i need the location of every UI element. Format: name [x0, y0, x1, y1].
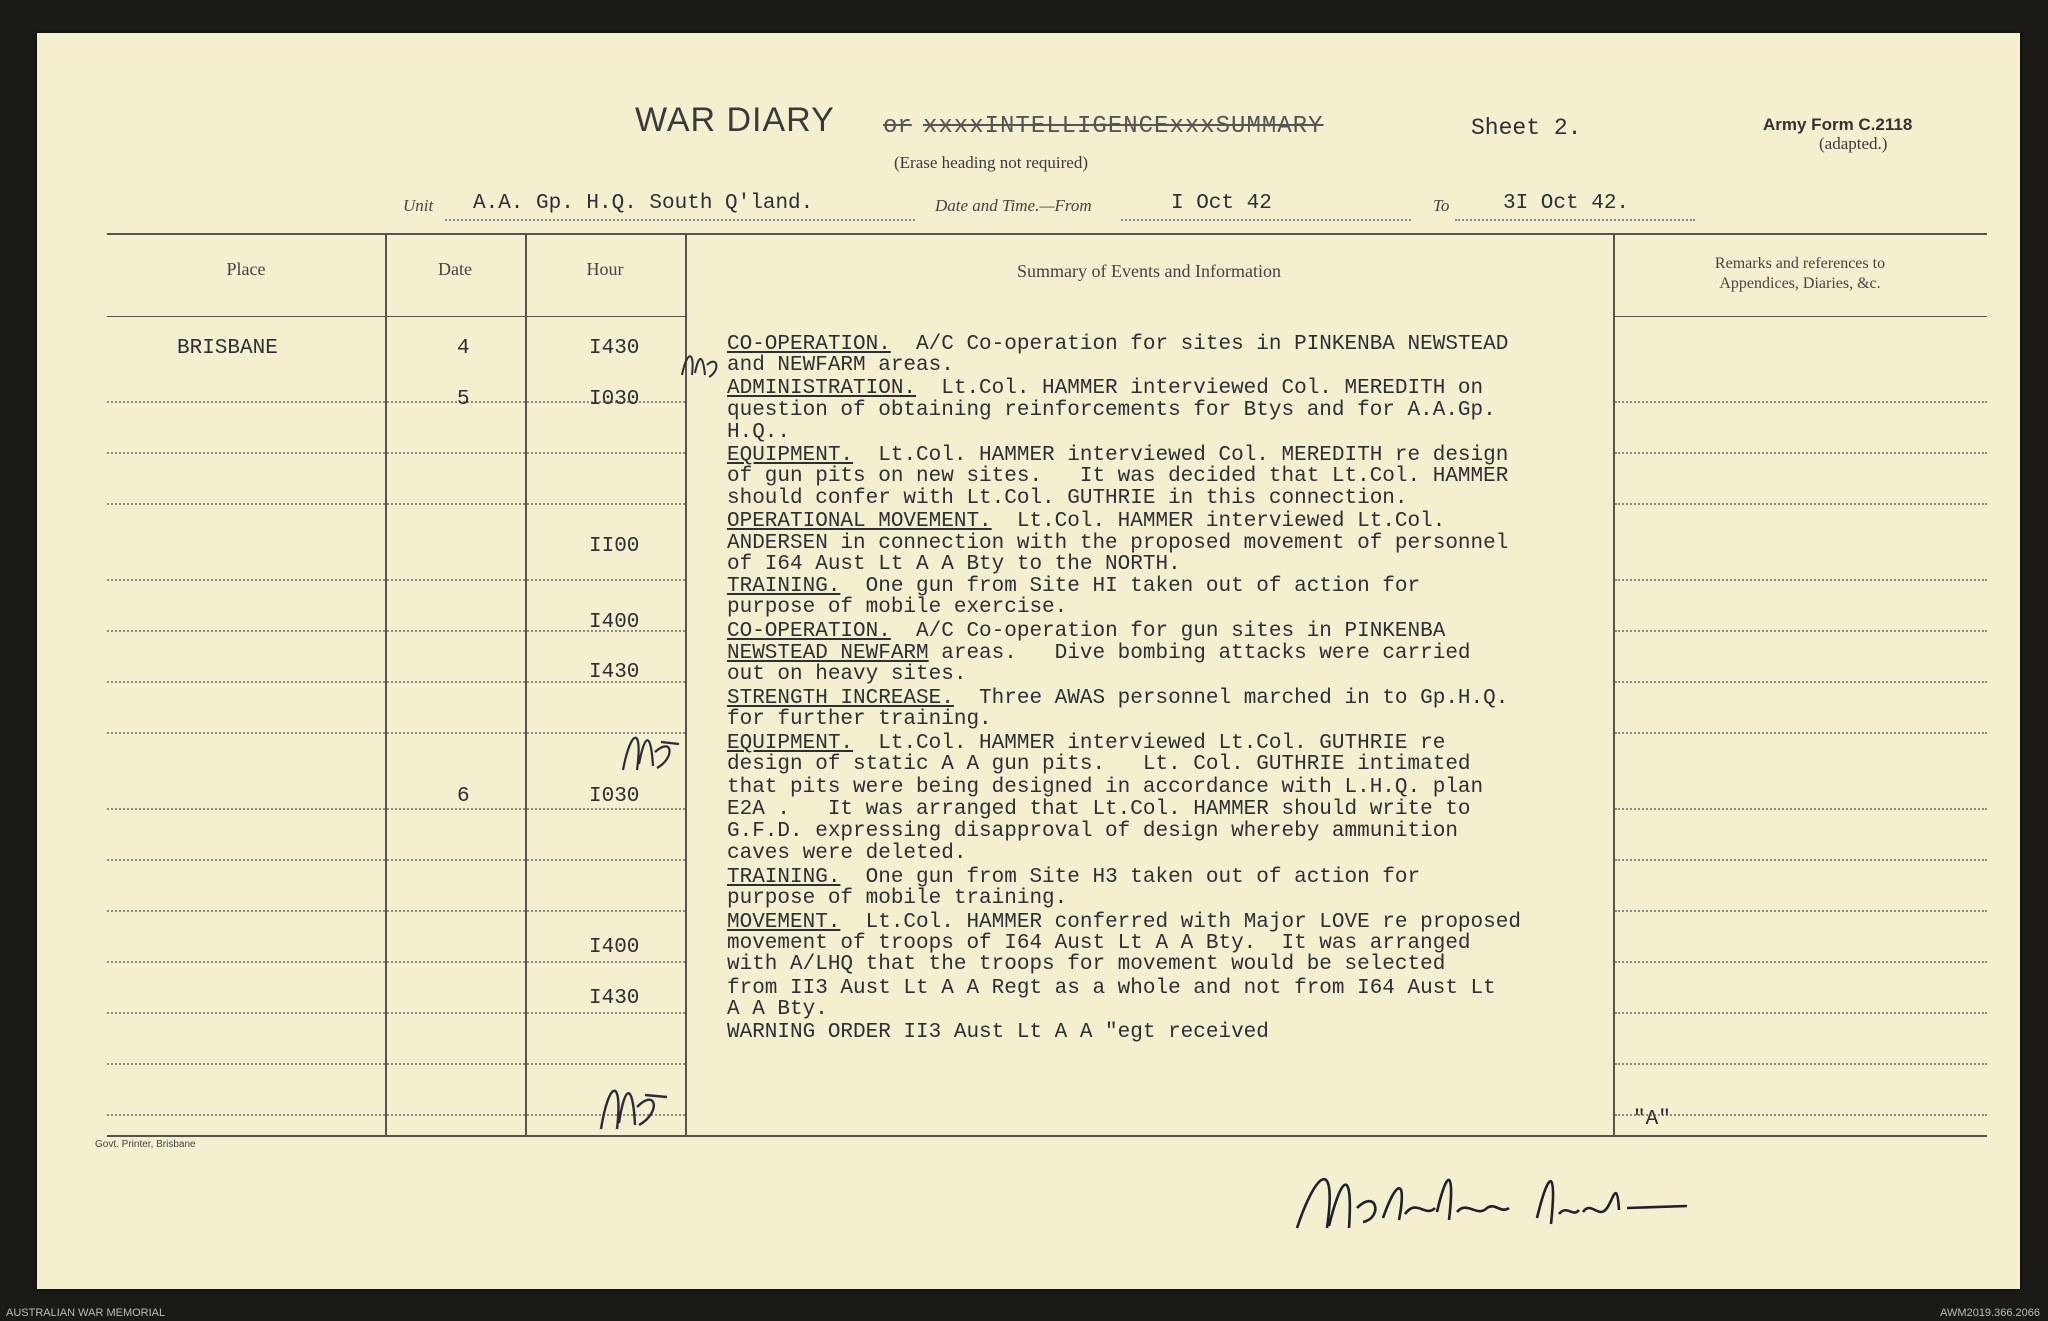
row-ruling [387, 503, 525, 505]
summary-text: out on heavy sites. [727, 663, 967, 686]
column-divider [525, 233, 527, 1135]
column-header-place: Place [226, 259, 266, 279]
row-ruling [1615, 503, 1987, 505]
row-ruling [107, 401, 385, 403]
summary-text: movement of troops of I64 Aust Lt A A Bty. It was arranged [727, 932, 1471, 955]
row-ruling [1615, 681, 1987, 683]
row-ruling [387, 630, 525, 632]
summary-line [727, 887, 1067, 910]
sheet-number: Sheet 2. [1471, 115, 1582, 141]
column-divider [1613, 233, 1615, 1135]
summary-text: E2A . It was arranged that Lt.Col. HAMMER should write to [727, 798, 1471, 821]
row-ruling [387, 859, 525, 861]
remark-appendix-a: "A" [1633, 1108, 1671, 1131]
summary-text: purpose of mobile exercise. [727, 596, 1068, 619]
hour-cell: I030 [589, 388, 640, 411]
summary-heading: CO-OPERATION. [727, 620, 891, 643]
summary-heading: ADMINISTRATION. [727, 377, 917, 400]
archive-caption-right: AWM2019.366.2066 [1940, 1307, 2040, 1319]
row-ruling [527, 859, 685, 861]
column-header-hour: Hour [586, 259, 624, 279]
summary-line [727, 932, 1471, 955]
row-ruling [527, 961, 685, 963]
row-ruling [387, 961, 525, 963]
summary-line [727, 620, 1445, 643]
row-ruling [527, 910, 685, 912]
column-header-remarks: Remarks and references to [1714, 255, 1886, 272]
row-ruling [107, 452, 385, 454]
hour-cell: II00 [589, 535, 640, 558]
summary-text: design of static A A gun pits. Lt. Col. GUTHRIE intimated [727, 753, 1471, 776]
summary-line [727, 753, 1471, 776]
row-ruling [107, 1063, 385, 1065]
summary-text: of gun pits on new sites. It was decided that Lt.Col. HAMMER [727, 465, 1509, 488]
row-ruling [107, 1114, 385, 1116]
header-rule [1613, 316, 1987, 317]
row-ruling [107, 910, 385, 912]
summary-text: Lt.Col. HAMMER interviewed Col. MEREDITH on [916, 377, 1484, 400]
hour-cell: I430 [589, 987, 640, 1010]
row-ruling [387, 1012, 525, 1014]
row-ruling [107, 859, 385, 861]
initials-mark [677, 345, 727, 385]
summary-text: Lt.Col. HAMMER interviewed Lt.Col. [991, 510, 1446, 533]
row-ruling [387, 452, 525, 454]
erase-heading-note: (Erase heading not required) [894, 153, 1088, 172]
summary-text: Lt.Col. HAMMER conferred with Major LOVE re proposed [840, 911, 1521, 934]
summary-text: areas. Dive bombing attacks were carried [928, 642, 1471, 665]
summary-line [727, 553, 1181, 576]
summary-line [727, 820, 1458, 843]
summary-heading: MOVEMENT. [727, 911, 841, 934]
summary-text: ANDERSEN in connection with the proposed movement of personnel [727, 532, 1509, 555]
summary-line [727, 708, 992, 731]
summary-line [727, 998, 828, 1021]
row-ruling [387, 579, 525, 581]
table-bottom-border [107, 1135, 1987, 1137]
summary-text: A/C Co-operation for gun sites in PINKENBA [890, 620, 1446, 643]
summary-text: that pits were being designed in accordance with L.H.Q. plan [727, 776, 1484, 799]
printer-imprint: Govt. Printer, Brisbane [95, 1139, 196, 1150]
summary-text: and NEWFARM areas. [727, 354, 954, 377]
summary-line [727, 977, 1496, 1000]
summary-line [727, 911, 1521, 934]
column-divider [385, 233, 387, 1135]
summary-text: caves were deleted. [727, 842, 967, 865]
row-ruling [387, 681, 525, 683]
struck-intelligence-summary: xxxxINTELLIGENCExxxSUMMARY [923, 113, 1324, 140]
summary-text: One gun from Site HI taken out of action for [840, 575, 1421, 598]
summary-heading: STRENGTH INCREASE. [727, 687, 954, 710]
summary-line [727, 421, 790, 444]
hour-cell: I400 [589, 936, 640, 959]
row-ruling [107, 630, 385, 632]
row-ruling [1615, 808, 1987, 810]
summary-text: H.Q.. [727, 421, 791, 444]
army-form-number: Army Form C.2118 [1763, 115, 1913, 134]
summary-line [727, 444, 1508, 467]
summary-text: for further training. [727, 708, 992, 731]
date-cell: 5 [457, 388, 470, 411]
summary-text: of I64 Aust Lt A A Bty to the NORTH. [727, 553, 1181, 576]
column-header-summary: Summary of Events and Information [1017, 261, 1281, 281]
summary-heading: EQUIPMENT. [727, 732, 854, 755]
date-cell: 4 [457, 337, 470, 360]
row-ruling [1615, 1012, 1987, 1014]
summary-line [727, 798, 1471, 821]
summary-heading: TRAINING. [727, 866, 841, 889]
row-ruling [527, 1063, 685, 1065]
row-ruling [387, 732, 525, 734]
date-from-value: I Oct 42 [1171, 192, 1272, 215]
summary-line [727, 663, 966, 686]
date-cell: 6 [457, 785, 470, 808]
row-ruling [527, 1012, 685, 1014]
summary-text: A A Bty. [727, 998, 828, 1021]
row-ruling [1615, 1063, 1987, 1065]
summary-line [727, 399, 1496, 422]
row-ruling [1615, 859, 1987, 861]
row-ruling [527, 452, 685, 454]
summary-heading: CO-OPERATION. [727, 333, 891, 356]
unit-label: Unit [403, 196, 434, 215]
summary-text: with A/LHQ that the troops for movement would be selected [727, 953, 1446, 976]
summary-line [727, 953, 1445, 976]
summary-line [727, 465, 1508, 488]
row-ruling [107, 503, 385, 505]
summary-heading: TRAINING. [727, 575, 841, 598]
initials-mark [617, 718, 687, 778]
summary-line [727, 776, 1483, 799]
row-ruling [1615, 452, 1987, 454]
summary-line [727, 842, 966, 865]
table-top-border [107, 233, 1987, 235]
row-ruling [387, 1114, 525, 1116]
summary-line [727, 866, 1420, 889]
summary-line [727, 510, 1445, 533]
army-form-adapted: (adapted.) [1819, 134, 1888, 153]
summary-line [727, 642, 1471, 665]
row-ruling [107, 681, 385, 683]
row-ruling [387, 808, 525, 810]
hour-cell: I430 [589, 661, 640, 684]
struck-or: or [883, 113, 912, 140]
row-ruling [1615, 630, 1987, 632]
row-ruling [107, 579, 385, 581]
row-ruling [1615, 961, 1987, 963]
row-ruling [387, 1063, 525, 1065]
column-header-date: Date [438, 259, 472, 279]
row-ruling [527, 503, 685, 505]
summary-line [727, 354, 954, 377]
unit-value: A.A. Gp. H.Q. South Q'land. [473, 192, 814, 215]
summary-line [727, 333, 1508, 356]
summary-text: Lt.Col. HAMMER interviewed Lt.Col. GUTHRIE re [853, 732, 1446, 755]
row-ruling [107, 1012, 385, 1014]
summary-text: purpose of mobile training. [727, 887, 1068, 910]
initials-mark [595, 1067, 675, 1137]
row-ruling [527, 808, 685, 810]
date-to-value: 3I Oct 42. [1503, 192, 1630, 215]
row-ruling [107, 732, 385, 734]
row-ruling [387, 910, 525, 912]
place-cell: BRISBANE [177, 337, 278, 360]
date-from-label: Date and Time.—From [935, 196, 1092, 215]
summary-heading: OPERATIONAL MOVEMENT. [727, 510, 992, 533]
summary-text: should confer with Lt.Col. GUTHRIE in this connection. [727, 487, 1408, 510]
date-to-label: To [1433, 196, 1450, 215]
row-ruling [1615, 732, 1987, 734]
summary-line [727, 532, 1508, 555]
hour-cell: I030 [589, 785, 640, 808]
column-header-remarks-2: Appendices, Diaries, &c. [1719, 275, 1881, 292]
officer-signature [1287, 1148, 1707, 1248]
row-ruling [1615, 579, 1987, 581]
hour-cell: I400 [589, 611, 640, 634]
war-diary-sheet [37, 33, 2020, 1289]
archive-caption-left: AUSTRALIAN WAR MEMORIAL [6, 1307, 166, 1319]
row-ruling [107, 808, 385, 810]
summary-line [727, 377, 1483, 400]
hour-cell: I430 [589, 337, 640, 360]
summary-text: Lt.Col. HAMMER interviewed Col. MEREDITH re design [853, 444, 1509, 467]
summary-line [727, 1021, 1269, 1044]
summary-text: One gun from Site H3 taken out of action for [840, 866, 1421, 889]
summary-text: WARNING ORDER II3 Aust Lt A A "egt received [727, 1021, 1269, 1044]
summary-line [727, 687, 1508, 710]
row-ruling [387, 401, 525, 403]
row-ruling [527, 579, 685, 581]
row-ruling [1615, 401, 1987, 403]
summary-line [727, 487, 1408, 510]
summary-heading: EQUIPMENT. [727, 444, 854, 467]
summary-line [727, 596, 1067, 619]
header-rule [107, 316, 685, 317]
summary-text: A/C Co-operation for sites in PINKENBA NEWSTEAD [890, 333, 1509, 356]
summary-heading: NEWSTEAD NEWFARM [727, 642, 929, 665]
row-ruling [1615, 910, 1987, 912]
summary-line [727, 732, 1445, 755]
summary-text: from II3 Aust Lt A A Regt as a whole and not from I64 Aust Lt [727, 977, 1496, 1000]
form-title: WAR DIARY [635, 101, 835, 139]
summary-text: question of obtaining reinforcements for Btys and for A.A.Gp. [727, 399, 1496, 422]
summary-text: Three AWAS personnel marched in to Gp.H.Q. [953, 687, 1509, 710]
summary-text: G.F.D. expressing disapproval of design whereby ammunition [727, 820, 1458, 843]
summary-line [727, 575, 1420, 598]
row-ruling [107, 961, 385, 963]
